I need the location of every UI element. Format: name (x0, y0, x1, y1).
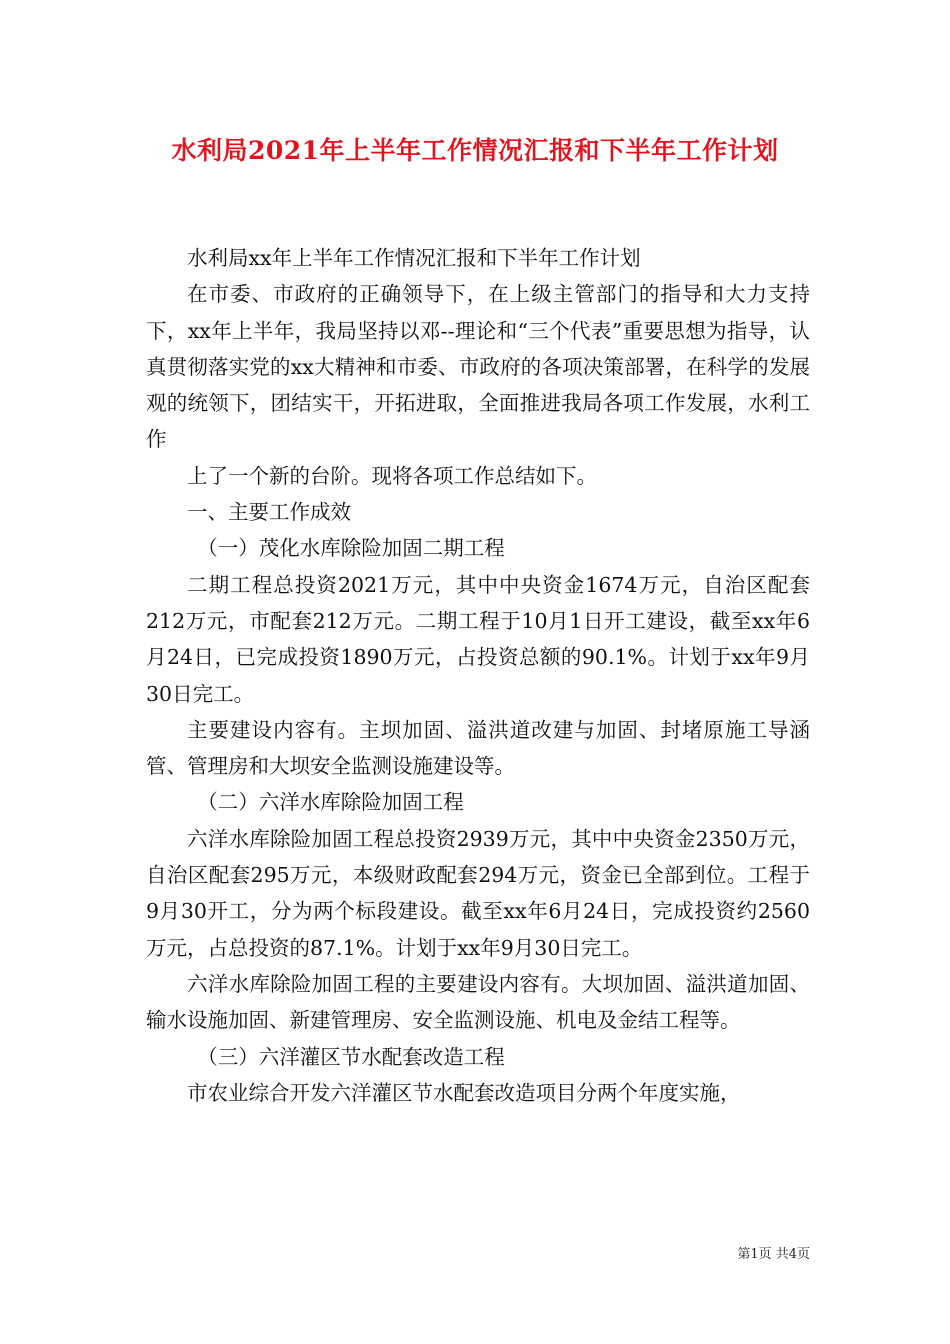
document-body (146, 240, 810, 1111)
document-subtitle: 水利局xx年上半年工作情况汇报和下半年工作计划 (187, 246, 641, 270)
item-heading-1: （一）茂化水库除险加固二期工程 (197, 536, 505, 561)
item-heading-2: （二）六洋水库除险加固工程 (197, 790, 464, 815)
item-content-1: 主要建设内容有。主坝加固、溢洪道改建与加固、封堵原施工导涵管、管理房和大坝安全监测设施建设等。 (146, 717, 810, 779)
item-body-1: 二期工程总投资2021万元，其中中央资金1674万元，自治区配套212万元，市配套212万元。二期工程于10月1日开工建设，截至xx年6月24日，已完成投资1890万元，占投资总额的90.1%。计划于xx年9月30日完工。 (146, 572, 810, 706)
item-content-2: 六洋水库除险加固工程的主要建设内容有。大坝加固、溢洪道加固、输水设施加固、新建管理房、安全监测设施、机电及金结工程等。 (146, 971, 810, 1033)
section-heading-1: 一、主要工作成效 (187, 500, 351, 525)
item-body-3: 市农业综合开发六洋灌区节水配套改造项目分两个年度实施， (187, 1080, 741, 1105)
item-heading-3: （三）六洋灌区节水配套改造工程 (197, 1044, 505, 1069)
page-number-footer: 第1页 共4页 (737, 1247, 810, 1262)
intro-continuation: 上了一个新的台阶。现将各项工作总结如下。 (187, 463, 597, 488)
page-title: 水利局2021年上半年工作情况汇报和下半年工作计划 (171, 136, 779, 165)
item-body-2: 六洋水库除险加固工程总投资2939万元，其中中央资金2350万元，自治区配套295万元，本级财政配套294万元，资金已全部到位。工程于9月30开工，分为两个标段建设。截至xx年6月24日，完成投资约2560万元，占总投资的87.1%。计划于xx年9月30日完工。 (146, 826, 810, 960)
intro-paragraph: 在市委、市政府的正确领导下，在上级主管部门的指导和大力支持下，xx年上半年，我局坚持以邓--理论和“三个代表”重要思想为指导，认真贯彻落实党的xx大精神和市委、市政府的各项决策部署，在科学的发展观的统领下，团结实干，开拓进取，全面推进我局各项工作发展，水利工作 (146, 282, 810, 452)
